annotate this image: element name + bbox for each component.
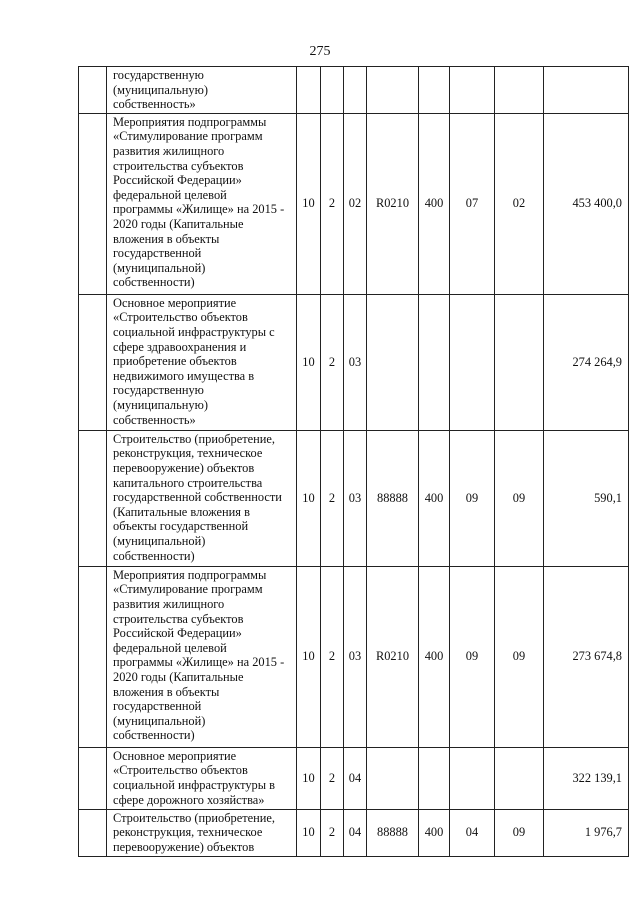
code-cell: 03 (344, 294, 367, 430)
empty-cell (79, 113, 107, 294)
code-cell (495, 67, 544, 114)
code-cell (495, 294, 544, 430)
code-cell (419, 747, 450, 809)
amount-cell: 590,1 (544, 430, 629, 566)
empty-cell (79, 294, 107, 430)
code-cell: 400 (419, 566, 450, 747)
code-cell: 2 (321, 809, 344, 856)
code-cell: 09 (495, 430, 544, 566)
code-cell: 04 (344, 747, 367, 809)
code-cell: 09 (495, 809, 544, 856)
code-cell: 07 (450, 113, 495, 294)
table-row (79, 294, 629, 430)
amount-cell: 322 139,1 (544, 747, 629, 809)
row-name: Мероприятия подпрограммы «Стимулирование программ развития жилищного строительства субъектов Российской Федерации» федеральной целевой программы «Жилище» на 2015 - 2020 годы (Капитальные вложения в объекты государственной (муниципальной) собственности) (107, 566, 297, 747)
amount-cell: 1 976,7 (544, 809, 629, 856)
code-cell: 400 (419, 430, 450, 566)
code-cell: 09 (450, 430, 495, 566)
empty-cell (79, 566, 107, 747)
code-cell (450, 294, 495, 430)
empty-cell (79, 747, 107, 809)
code-cell: 10 (297, 294, 321, 430)
amount-cell (544, 67, 629, 114)
code-cell: 02 (344, 113, 367, 294)
row-name: Строительство (приобретение, реконструкция, техническое перевооружение) объектов капитального строительства государственной собственности (Капитальные вложения в объекты государственной (муниципальной) собственности) (107, 430, 297, 566)
table-row (79, 747, 629, 809)
row-name: Строительство (приобретение, реконструкция, техническое перевооружение) объектов (107, 809, 297, 856)
table-row (79, 113, 629, 294)
code-cell: 02 (495, 113, 544, 294)
code-cell: 03 (344, 566, 367, 747)
row-name: Основное мероприятие «Строительство объектов социальной инфраструктуры с сфере здравоохранения и приобретение объектов недвижимого имущества в государственную (муниципальную) собственность» (107, 294, 297, 430)
code-cell: 2 (321, 113, 344, 294)
code-cell: 2 (321, 566, 344, 747)
code-cell (419, 294, 450, 430)
amount-cell: 453 400,0 (544, 113, 629, 294)
code-cell (450, 67, 495, 114)
code-cell (367, 67, 419, 114)
amount-cell: 273 674,8 (544, 566, 629, 747)
table-row (79, 67, 629, 114)
table-row (79, 566, 629, 747)
code-cell: 03 (344, 430, 367, 566)
code-cell: 2 (321, 430, 344, 566)
empty-cell (79, 67, 107, 114)
code-cell (344, 67, 367, 114)
budget-table (78, 66, 629, 857)
code-cell: 09 (495, 566, 544, 747)
code-cell: 09 (450, 566, 495, 747)
code-cell: 10 (297, 430, 321, 566)
table-row (79, 809, 629, 856)
code-cell (367, 294, 419, 430)
code-cell: 10 (297, 566, 321, 747)
code-cell: 400 (419, 809, 450, 856)
code-cell: 10 (297, 747, 321, 809)
code-cell: 88888 (367, 809, 419, 856)
row-name: Мероприятия подпрограммы «Стимулирование программ развития жилищного строительства субъектов Российской Федерации» федеральной целевой программы «Жилище» на 2015 - 2020 годы (Капитальные вложения в объекты государственной (муниципальной) собственности) (107, 113, 297, 294)
code-cell: 2 (321, 294, 344, 430)
code-cell: 400 (419, 113, 450, 294)
table-row (79, 430, 629, 566)
code-cell (297, 67, 321, 114)
code-cell (419, 67, 450, 114)
page-number: 275 (309, 44, 331, 59)
code-cell: 88888 (367, 430, 419, 566)
code-cell (495, 747, 544, 809)
empty-cell (79, 430, 107, 566)
code-cell: R0210 (367, 113, 419, 294)
code-cell (450, 747, 495, 809)
row-name: Основное мероприятие «Строительство объектов социальной инфраструктуры в сфере дорожного хозяйства» (107, 747, 297, 809)
code-cell: 10 (297, 113, 321, 294)
code-cell (367, 747, 419, 809)
code-cell: R0210 (367, 566, 419, 747)
code-cell (321, 67, 344, 114)
code-cell: 10 (297, 809, 321, 856)
row-name: государственную (муниципальную) собственность» (107, 67, 297, 114)
code-cell: 04 (344, 809, 367, 856)
empty-cell (79, 809, 107, 856)
amount-cell: 274 264,9 (544, 294, 629, 430)
code-cell: 04 (450, 809, 495, 856)
code-cell: 2 (321, 747, 344, 809)
